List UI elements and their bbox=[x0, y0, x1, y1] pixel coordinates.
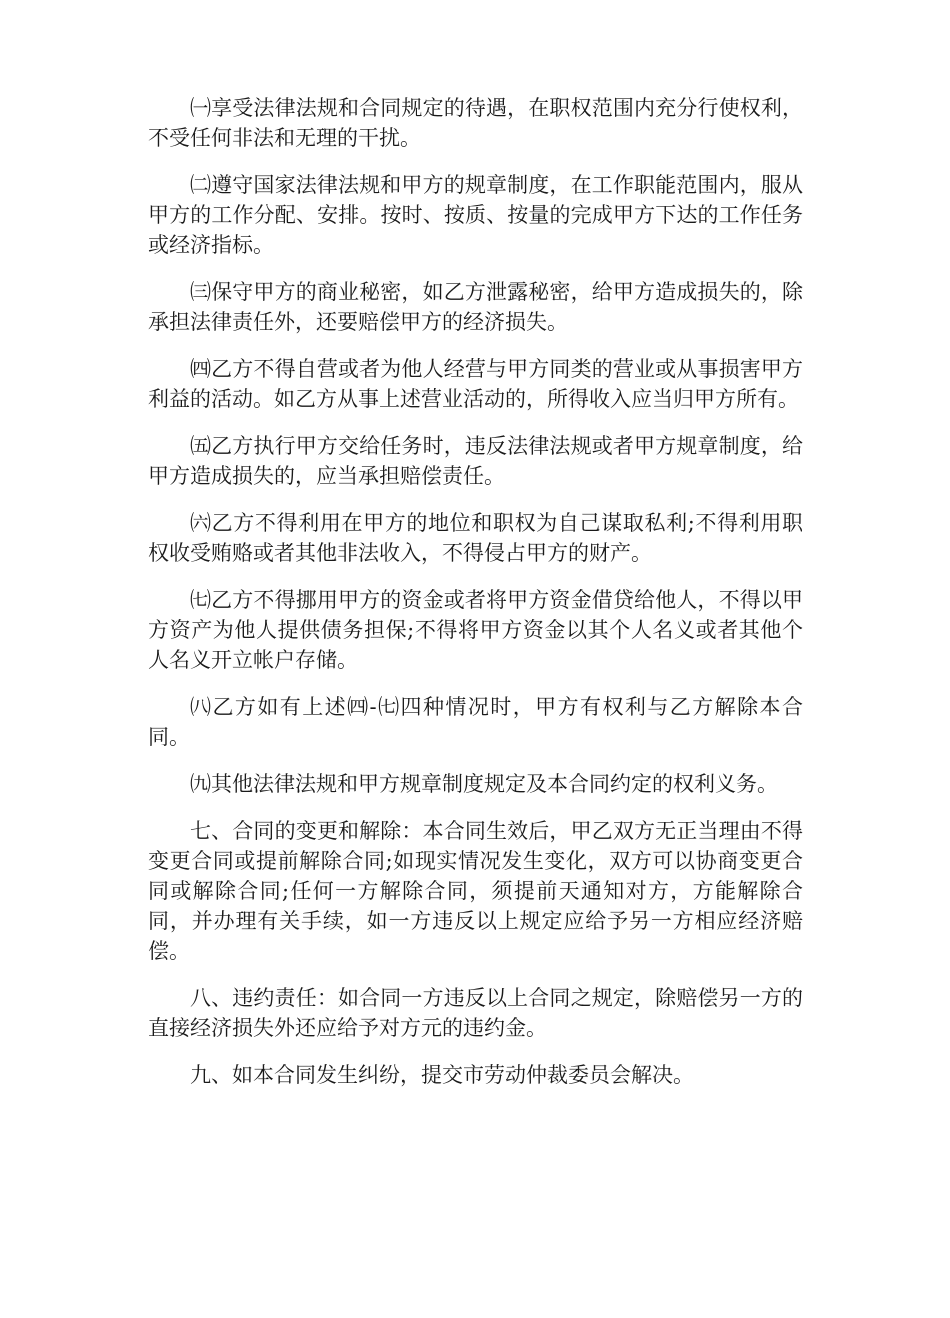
document-body bbox=[148, 93, 803, 1107]
clause-3: ㈢保守甲方的商业秘密，如乙方泄露秘密，给甲方造成损失的，除承担法律责任外，还要赔偿甲方的经济损失。 bbox=[148, 280, 803, 334]
clause-8: ㈧乙方如有上述㈣-㈦四种情况时，甲方有权利与乙方解除本合同。 bbox=[148, 695, 803, 749]
clause-6: ㈥乙方不得利用在甲方的地位和职权为自己谋取私利;不得利用职权收受贿赂或者其他非法收入，不得侵占甲方的财产。 bbox=[148, 511, 803, 565]
clause-9: ㈨其他法律法规和甲方规章制度规定及本合同约定的权利义务。 bbox=[190, 772, 778, 796]
clause-5: ㈤乙方执行甲方交给任务时，违反法律法规或者甲方规章制度，给甲方造成损失的，应当承担赔偿责任。 bbox=[148, 434, 803, 488]
section-eight-breach-liability: 八、违约责任：如合同一方违反以上合同之规定，除赔偿另一方的直接经济损失外还应给予对方元的违约金。 bbox=[148, 986, 803, 1040]
clause-1: ㈠享受法律法规和合同规定的待遇，在职权范围内充分行使权利，不受任何非法和无理的干扰。 bbox=[148, 96, 803, 150]
section-nine-dispute-resolution: 九、如本合同发生纠纷，提交市劳动仲裁委员会解决。 bbox=[190, 1063, 694, 1087]
clause-4: ㈣乙方不得自营或者为他人经营与甲方同类的营业或从事损害甲方利益的活动。如乙方从事上述营业活动的，所得收入应当归甲方所有。 bbox=[148, 357, 803, 411]
section-seven-contract-change: 七、合同的变更和解除：本合同生效后，甲乙双方无正当理由不得变更合同或提前解除合同;如现实情况发生变化，双方可以协商变更合同或解除合同;任何一方解除合同，须提前天通知对方，方能解除合同，并办理有关手续，如一方违反以上规定应给予另一方相应经济赔偿。 bbox=[148, 819, 803, 963]
clause-7: ㈦乙方不得挪用甲方的资金或者将甲方资金借贷给他人，不得以甲方资产为他人提供债务担保;不得将甲方资金以其个人名义或者其他个人名义开立帐户存储。 bbox=[148, 588, 803, 672]
clause-2: ㈡遵守国家法律法规和甲方的规章制度，在工作职能范围内，服从甲方的工作分配、安排。按时、按质、按量的完成甲方下达的工作任务或经济指标。 bbox=[148, 173, 803, 257]
